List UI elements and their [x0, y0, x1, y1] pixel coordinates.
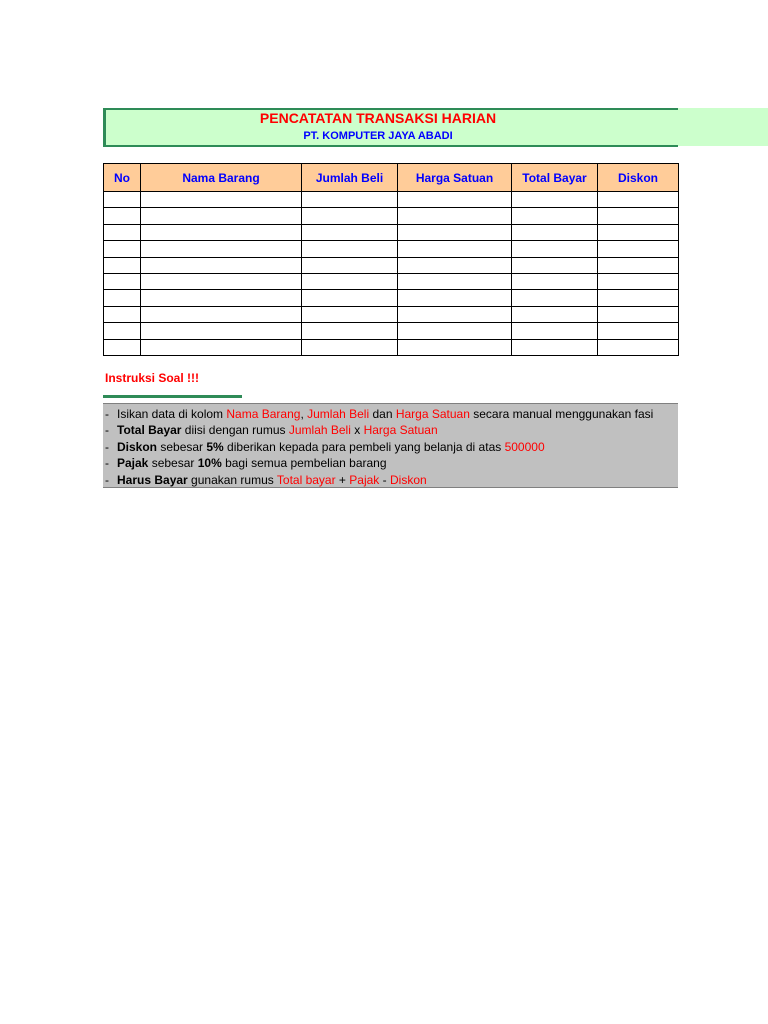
- instruction-bullet: -: [105, 407, 109, 421]
- table-row: [104, 323, 679, 339]
- instruction-text: Harga Satuan: [395, 407, 470, 421]
- table-row: [104, 192, 679, 208]
- column-header-jumlah-beli[interactable]: Jumlah Beli: [302, 164, 398, 192]
- table-row: [104, 339, 679, 355]
- table-cell-harga-satuan[interactable]: [398, 224, 512, 240]
- table-row: [104, 224, 679, 240]
- table-cell-diskon[interactable]: [598, 323, 679, 339]
- table-cell-harga-satuan[interactable]: [398, 257, 512, 273]
- column-header-total-bayar[interactable]: Total Bayar: [512, 164, 598, 192]
- instruction-text: 5%: [206, 439, 224, 454]
- table-cell-diskon[interactable]: [598, 192, 679, 208]
- table-cell-nama-barang[interactable]: [141, 241, 302, 257]
- page-title-row: [103, 110, 768, 126]
- table-cell-harga-satuan[interactable]: [398, 241, 512, 257]
- table-row: [104, 306, 679, 322]
- table-cell-jumlah-beli[interactable]: [302, 306, 398, 322]
- instruction-line: [103, 422, 678, 438]
- table-cell-diskon[interactable]: [598, 290, 679, 306]
- table-row: [104, 257, 679, 273]
- table-cell-total-bayar[interactable]: [512, 192, 598, 208]
- table-cell-nama-barang[interactable]: [141, 323, 302, 339]
- table-cell-jumlah-beli[interactable]: [302, 241, 398, 257]
- table-header-row: [104, 164, 679, 192]
- instruction-text: sebesar: [157, 439, 207, 454]
- table-cell-no[interactable]: [104, 290, 141, 306]
- instruction-text: gunakan rumus: [187, 472, 277, 487]
- table-cell-nama-barang[interactable]: [141, 257, 302, 273]
- table-cell-nama-barang[interactable]: [141, 273, 302, 289]
- instruction-text: Total bayar: [276, 472, 336, 487]
- instruction-text: 500000: [504, 439, 545, 454]
- table-cell-nama-barang[interactable]: [141, 208, 302, 224]
- instruction-text: 10%: [197, 456, 222, 471]
- instruction-text: Total Bayar: [117, 423, 182, 438]
- column-header-diskon[interactable]: Diskon: [598, 164, 679, 192]
- instruction-text: Isikan data di kolom: [117, 407, 227, 421]
- table-cell-no[interactable]: [104, 257, 141, 273]
- table-cell-jumlah-beli[interactable]: [302, 192, 398, 208]
- instruction-line: [103, 472, 678, 488]
- table-cell-total-bayar[interactable]: [512, 339, 598, 355]
- table-cell-jumlah-beli[interactable]: [302, 208, 398, 224]
- table-cell-nama-barang[interactable]: [141, 192, 302, 208]
- table-cell-total-bayar[interactable]: [512, 290, 598, 306]
- table-cell-total-bayar[interactable]: [512, 208, 598, 224]
- table-row: [104, 208, 679, 224]
- instruction-text: sebesar: [148, 456, 198, 471]
- instruction-text: Diskon: [117, 439, 158, 454]
- table-row: [104, 241, 679, 257]
- table-cell-no[interactable]: [104, 306, 141, 322]
- instruction-text: x: [350, 423, 364, 438]
- table-cell-no[interactable]: [104, 339, 141, 355]
- page-title: PENCATATAN TRANSAKSI HARIAN: [259, 110, 497, 126]
- table-cell-harga-satuan[interactable]: [398, 208, 512, 224]
- table-cell-no[interactable]: [104, 192, 141, 208]
- header-banner-bottom-border: [103, 145, 678, 147]
- instruction-text: secara manual menggunakan fasi: [469, 407, 654, 421]
- column-header-no[interactable]: No: [104, 164, 141, 192]
- instruction-text: ,: [300, 407, 308, 421]
- table-cell-diskon[interactable]: [598, 306, 679, 322]
- table-row: [104, 273, 679, 289]
- company-name-row: [103, 130, 768, 142]
- instruction-text: Pajak: [349, 472, 380, 487]
- instruction-text: Harus Bayar: [117, 472, 188, 487]
- instruction-text: dan: [369, 407, 396, 421]
- instruction-line: [103, 455, 678, 471]
- instructions-heading: Instruksi Soal !!!: [105, 371, 200, 385]
- table-cell-nama-barang[interactable]: [141, 339, 302, 355]
- table-row: [104, 290, 679, 306]
- table-cell-diskon[interactable]: [598, 208, 679, 224]
- table-cell-total-bayar[interactable]: [512, 273, 598, 289]
- instruction-text: Jumlah Beli: [288, 423, 351, 438]
- table-cell-no[interactable]: [104, 224, 141, 240]
- table-cell-harga-satuan[interactable]: [398, 290, 512, 306]
- table-cell-diskon[interactable]: [598, 257, 679, 273]
- instruction-text: Diskon: [389, 472, 427, 487]
- table-cell-harga-satuan[interactable]: [398, 192, 512, 208]
- table-cell-nama-barang[interactable]: [141, 290, 302, 306]
- instruction-text: bagi semua pembelian barang: [221, 456, 387, 471]
- instruction-line: [103, 406, 678, 422]
- instruction-bullet: -: [105, 439, 109, 454]
- table-cell-total-bayar[interactable]: [512, 323, 598, 339]
- table-cell-harga-satuan[interactable]: [398, 323, 512, 339]
- table-cell-no[interactable]: [104, 241, 141, 257]
- company-name: PT. KOMPUTER JAYA ABADI: [303, 130, 453, 142]
- instruction-bullet: -: [105, 423, 109, 438]
- instruction-text: Jumlah Beli: [307, 407, 370, 421]
- table-cell-jumlah-beli[interactable]: [302, 224, 398, 240]
- instruction-text: diisi dengan rumus: [181, 423, 289, 438]
- instruction-text: Nama Barang: [226, 407, 301, 421]
- table-cell-harga-satuan[interactable]: [398, 306, 512, 322]
- instruction-text: Pajak: [117, 456, 149, 471]
- table-cell-total-bayar[interactable]: [512, 241, 598, 257]
- table-cell-harga-satuan[interactable]: [398, 339, 512, 355]
- table-cell-diskon[interactable]: [598, 224, 679, 240]
- instructions-heading-underline: [103, 395, 242, 398]
- instruction-text: diberikan kepada para pembeli yang belanja di atas: [223, 439, 505, 454]
- table-cell-jumlah-beli[interactable]: [302, 290, 398, 306]
- table-cell-jumlah-beli[interactable]: [302, 323, 398, 339]
- column-header-nama-barang[interactable]: Nama Barang: [141, 164, 302, 192]
- table-body: [104, 192, 679, 356]
- instruction-text: Harga Satuan: [363, 423, 438, 438]
- table-cell-diskon[interactable]: [598, 241, 679, 257]
- table-cell-no[interactable]: [104, 208, 141, 224]
- table-cell-no[interactable]: [104, 323, 141, 339]
- table-cell-diskon[interactable]: [598, 339, 679, 355]
- instruction-bullet: -: [105, 472, 109, 487]
- table-cell-jumlah-beli[interactable]: [302, 339, 398, 355]
- instruction-bullet: -: [105, 456, 109, 471]
- instruction-text: +: [335, 472, 350, 487]
- instruction-line: [103, 439, 678, 455]
- column-header-harga-satuan[interactable]: Harga Satuan: [398, 164, 512, 192]
- table-cell-diskon[interactable]: [598, 273, 679, 289]
- table-cell-total-bayar[interactable]: [512, 306, 598, 322]
- table-cell-jumlah-beli[interactable]: [302, 273, 398, 289]
- instruction-text: -: [379, 472, 390, 487]
- table-cell-nama-barang[interactable]: [141, 224, 302, 240]
- table-cell-no[interactable]: [104, 273, 141, 289]
- table-cell-total-bayar[interactable]: [512, 224, 598, 240]
- table-cell-harga-satuan[interactable]: [398, 273, 512, 289]
- transaction-table: [103, 163, 679, 356]
- instructions-box: [103, 403, 678, 488]
- table-cell-total-bayar[interactable]: [512, 257, 598, 273]
- table-cell-jumlah-beli[interactable]: [302, 257, 398, 273]
- table-cell-nama-barang[interactable]: [141, 306, 302, 322]
